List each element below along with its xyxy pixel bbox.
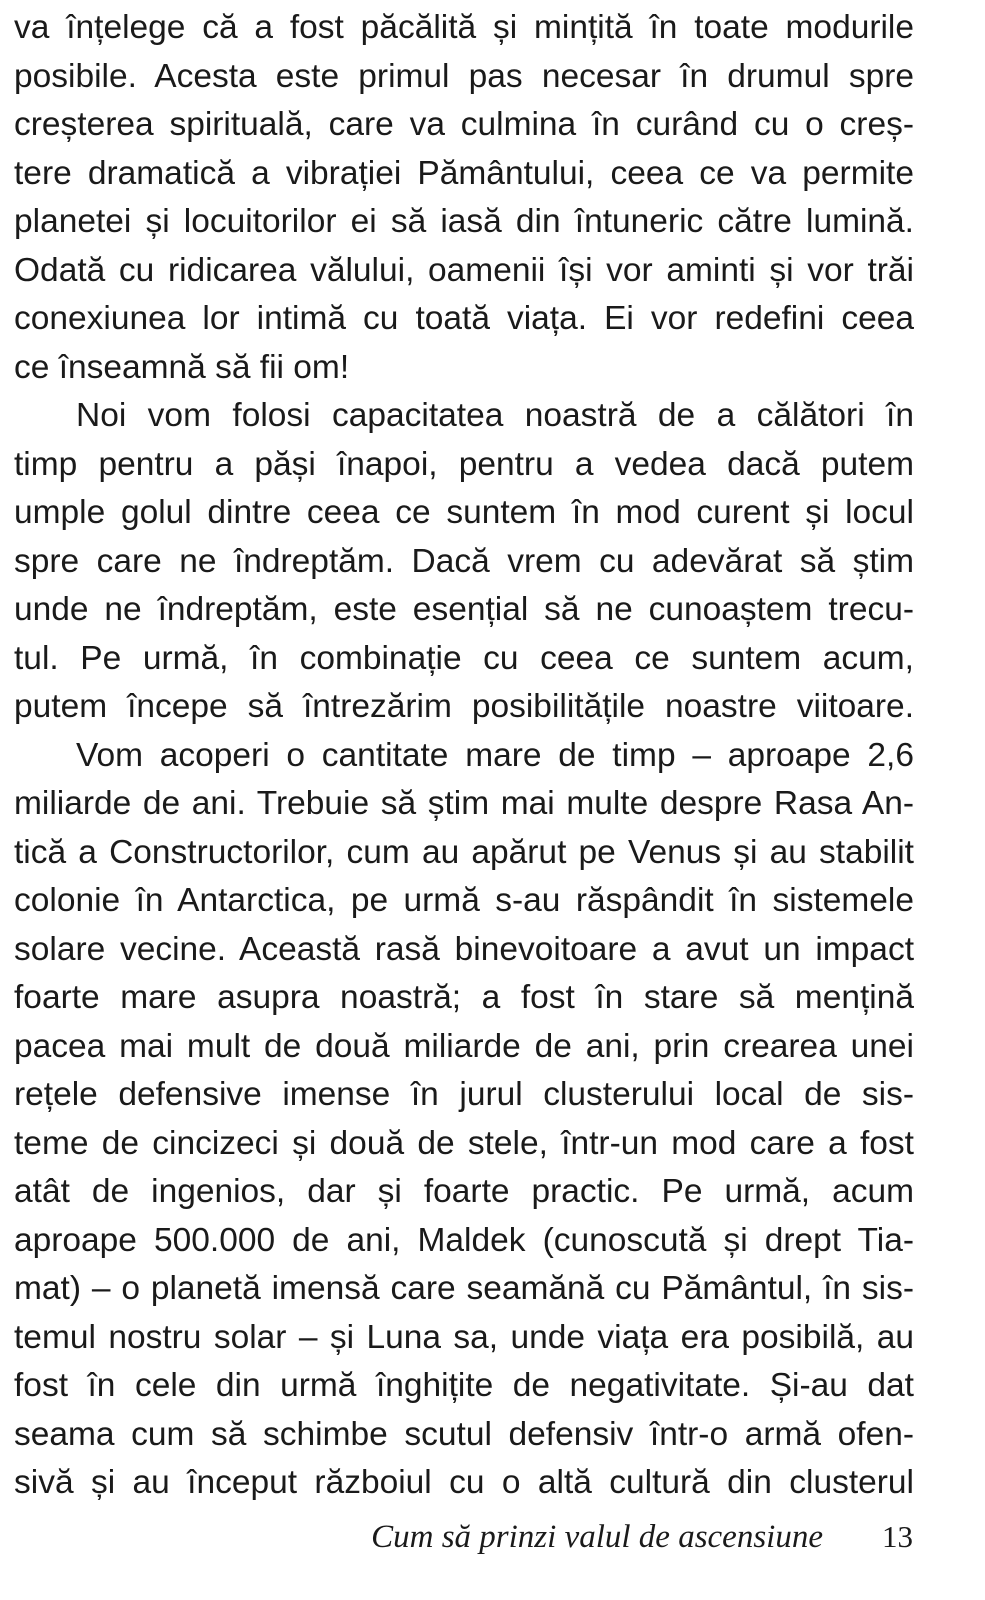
text-line: Vom acoperi o cantitate mare de timp – aproape 2,6 bbox=[76, 736, 914, 774]
text-line: seama cum să schimbe scutul defensiv într-o armă ofen- bbox=[14, 1415, 914, 1453]
text-line: Noi vom folosi capacitatea noastră de a călători în bbox=[76, 397, 914, 434]
text-line: aproape 500.000 de ani, Maldek (cunoscută și drept Tia- bbox=[14, 1221, 914, 1259]
text-line: unde ne îndreptăm, este esențial să ne cunoaștem trecu- bbox=[14, 591, 914, 628]
text-line: solare vecine. Această rasă binevoitoare a avut un impact bbox=[14, 930, 914, 968]
text-line: colonie în Antarctica, pe urmă s-au răspândit în sistemele bbox=[14, 882, 914, 919]
text-line: creșterea spirituală, care va culmina în curând cu o creș- bbox=[14, 106, 914, 143]
text-line: atât de ingenios, dar și foarte practic. Pe urmă, acum bbox=[14, 1173, 914, 1210]
text-line: mat) – o planetă imensă care seamănă cu Pământul, în sis- bbox=[14, 1270, 914, 1307]
text-line: rețele defensive imense în jurul clusterului local de sis- bbox=[14, 1076, 914, 1113]
text-line: tică a Constructorilor, cum au apărut pe Venus și au stabilit bbox=[14, 833, 914, 871]
text-line: spre care ne îndreptăm. Dacă vrem cu adevărat să știm bbox=[14, 542, 914, 580]
page-footer bbox=[0, 1512, 985, 1562]
text-line: va înțelege că a fost păcălită și mințită în toate modurile bbox=[14, 9, 914, 46]
text-line: teme de cincizeci și două de stele, într-un mod care a fost bbox=[14, 1124, 914, 1162]
text-line: ce înseamnă să fii om! bbox=[14, 348, 350, 386]
text-line: pacea mai mult de două miliarde de ani, prin crearea unei bbox=[14, 1027, 914, 1065]
text-line: tere dramatică a vibrației Pământului, ceea ce va permite bbox=[14, 154, 914, 192]
text-line: fost în cele din urmă înghițite de negativitate. Și-au dat bbox=[14, 1367, 914, 1404]
running-title: Cum să prinzi valul de ascensiune bbox=[371, 1519, 823, 1555]
text-line: timp pentru a păși înapoi, pentru a vedea dacă putem bbox=[14, 445, 914, 483]
text-line: planetei și locuitorilor ei să iasă din întuneric către lumină. bbox=[14, 203, 914, 240]
text-line: posibile. Acesta este primul pas necesar în drumul spre bbox=[14, 57, 914, 95]
page-number: 13 bbox=[882, 1519, 913, 1554]
text-line: umple golul dintre ceea ce suntem în mod curent și locul bbox=[14, 494, 914, 531]
text-line: miliarde de ani. Trebuie să știm mai multe despre Rasa An- bbox=[14, 785, 914, 822]
text-line: tul. Pe urmă, în combinație cu ceea ce suntem acum, bbox=[14, 639, 914, 677]
text-line: sivă și au început războiul cu o altă cultură din clusterul bbox=[14, 1464, 914, 1501]
text-line: conexiunea lor intimă cu toată viața. Ei vor redefini ceea bbox=[14, 300, 914, 337]
text-line: temul nostru solar – și Luna sa, unde viața era posibilă, au bbox=[14, 1318, 914, 1356]
text-line: putem începe să întrezărim posibilitățile noastre viitoare. bbox=[14, 688, 914, 725]
text-line: Odată cu ridicarea vălului, oamenii își vor aminti și vor trăi bbox=[14, 251, 914, 289]
body-text bbox=[14, 4, 914, 1508]
text-line: foarte mare asupra noastră; a fost în stare să mențină bbox=[14, 979, 914, 1016]
